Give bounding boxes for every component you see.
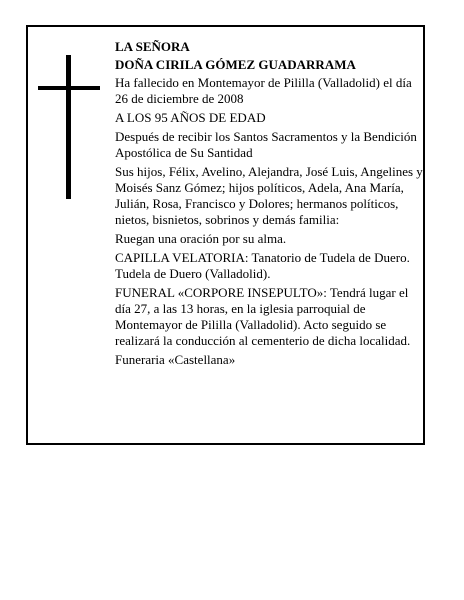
notice-text-block (115, 39, 427, 371)
chapel-info: CAPILLA VELATORIA: Tanatorio de Tudela de Duero. Tudela de Duero (Valladolid). (115, 250, 410, 281)
funeral-home: Funeraria «Castellana» (115, 352, 236, 367)
prayer-request: Ruegan una oración por su alma. (115, 231, 287, 246)
obituary-notice (26, 25, 425, 445)
sacraments-line: Después de recibir los Santos Sacramentos y la Bendición Apostólica de Su Santidad (115, 129, 417, 160)
death-announcement: Ha fallecido en Montemayor de Pililla (Valladolid) el día 26 de diciembre de 2008 (115, 75, 412, 106)
family-list: Sus hijos, Félix, Avelino, Alejandra, José Luis, Angelines y Moisés Sanz Gómez; hijos políticos, Adela, Ana María, Julián, Rosa, Francisco y Dolores; hermanos políticos, nietos, bisnietos, sobrinos y demás familia: (115, 164, 423, 227)
funeral-info: FUNERAL «CORPORE INSEPULTO»: Tendrá lugar el día 27, a las 13 horas, en la iglesia parroquial de Montemayor de Pililla (Valladolid). Acto seguido se realizará la conducción al cementerio de dicha localidad. (115, 285, 411, 348)
honorific: LA SEÑORA (115, 39, 190, 54)
cross-horizontal-bar (38, 86, 100, 90)
latin-cross-icon (38, 55, 100, 199)
cross-vertical-bar (66, 55, 71, 199)
deceased-name: DOÑA CIRILA GÓMEZ GUADARRAMA (115, 57, 356, 72)
age-line: A LOS 95 AÑOS DE EDAD (115, 110, 266, 125)
